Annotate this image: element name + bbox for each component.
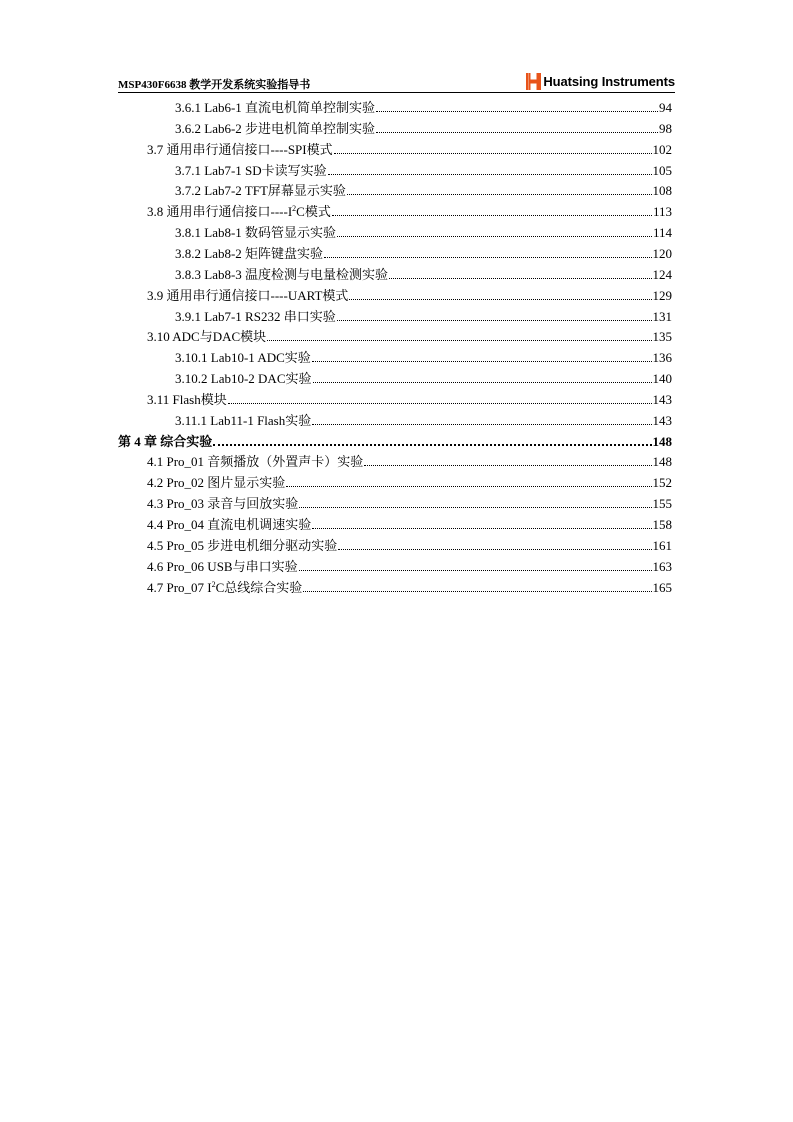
toc-entry[interactable]	[147, 325, 672, 345]
dot-leader	[334, 153, 652, 154]
toc-entry[interactable]	[175, 96, 672, 116]
toc-entry[interactable]	[147, 200, 672, 220]
dot-leader	[376, 132, 658, 133]
page-header	[118, 70, 675, 93]
huatsing-h-logo-icon	[526, 73, 542, 90]
dot-leader	[267, 340, 651, 341]
toc-entry-page-number: 120	[652, 245, 672, 261]
dot-leader	[349, 299, 651, 300]
toc-entry-page-number: 124	[652, 266, 672, 282]
toc-entry-page-number: 136	[652, 350, 672, 366]
toc-entry[interactable]	[175, 346, 672, 366]
toc-entry-label: 4.4 Pro_04 直流电机调速实验	[147, 517, 312, 532]
toc-entry[interactable]	[147, 555, 672, 575]
toc-entry-page-number: 113	[652, 204, 672, 220]
toc-entry-page-number: 114	[652, 225, 672, 241]
toc-entry[interactable]	[147, 492, 672, 512]
toc-entry[interactable]	[147, 576, 672, 596]
dot-leader	[299, 570, 652, 571]
toc-entry-label: 3.8 通用串行通信接口$----I^2C$模式	[147, 204, 331, 220]
toc-entry-page-number: 94	[659, 100, 672, 115]
toc-entry-page-number: 108	[652, 183, 672, 199]
toc-entry-label: 3.9 通用串行通信接口----UART模式	[147, 287, 349, 303]
toc-entry-label: 3.10 ADC与DAC模块	[147, 329, 267, 345]
dot-leader	[332, 215, 652, 216]
toc-entry[interactable]	[147, 471, 672, 491]
toc-entry-label: 3.8.2 Lab8-2 矩阵键盘实验	[175, 245, 324, 261]
toc-entry[interactable]	[175, 117, 672, 137]
toc-entry-page-number: 163	[652, 558, 672, 574]
dot-leader	[324, 257, 651, 258]
toc-entry-label: 4.2 Pro_02 图片显示实验	[147, 475, 286, 491]
dot-leader	[347, 194, 652, 195]
toc-entry[interactable]	[147, 513, 672, 533]
toc-entry[interactable]	[147, 450, 672, 470]
toc-entry-label: 4.7 Pro_07 $I^2C$总线综合实验	[147, 579, 303, 595]
toc-entry-label: 第 4 章 综合实验	[118, 433, 213, 449]
toc-entry[interactable]	[175, 305, 672, 325]
toc-entry-label: 3.11 Flash模块	[147, 391, 227, 407]
toc-entry-label: 4.3 Pro_03 录音与回放实验	[147, 496, 299, 512]
toc-entry-label: 4.1 Pro_01 音频播放（外置声卡）实验	[147, 454, 364, 470]
dot-leader	[328, 174, 652, 175]
dot-leader	[312, 361, 652, 362]
toc-entry-page-number: 158	[652, 517, 672, 532]
dot-leader	[312, 528, 651, 529]
toc-entry-label: 3.7.2 Lab7-2 TFT屏幕显示实验	[175, 183, 346, 199]
dot-leader	[337, 236, 652, 237]
dot-leader	[286, 486, 651, 487]
dot-leader	[228, 403, 652, 404]
toc-entry-label: 3.10.1 Lab10-1 ADC实验	[175, 350, 311, 366]
toc-entry-page-number: 143	[652, 412, 672, 428]
toc-entry[interactable]	[175, 263, 672, 283]
dot-leader	[376, 111, 658, 112]
toc-entry-page-number: 161	[652, 537, 672, 553]
superscript: 2	[292, 204, 297, 214]
toc-entry-page-number: 140	[652, 371, 672, 387]
dot-leader	[364, 465, 651, 466]
dot-leader	[313, 382, 652, 383]
toc-entry-label: 3.11.1 Lab11-1 Flash实验	[175, 412, 312, 428]
toc-entry-label: 4.6 Pro_06 USB与串口实验	[147, 558, 298, 574]
logo-text: Huatsing Instruments	[543, 74, 675, 89]
toc-entry-label: 3.8.3 Lab8-3 温度检测与电量检测实验	[175, 266, 389, 282]
toc-entry[interactable]	[175, 221, 672, 241]
dot-leader	[338, 549, 651, 550]
toc-entry-label: 4.5 Pro_05 步进电机细分驱动实验	[147, 537, 338, 553]
toc-entry-page-number: 148	[652, 454, 672, 470]
dot-leader	[299, 507, 651, 508]
superscript: 2	[211, 579, 216, 589]
toc-entry-label: 3.10.2 Lab10-2 DAC实验	[175, 371, 312, 387]
toc-entry-page-number: 165	[652, 579, 672, 595]
dot-leader	[303, 591, 651, 592]
toc-entry-page-number: 143	[652, 391, 672, 407]
toc-entry[interactable]	[175, 179, 672, 199]
toc-entry[interactable]	[147, 284, 672, 304]
dot-leader	[312, 424, 651, 425]
toc-entry-label: 3.7 通用串行通信接口----SPI模式	[147, 141, 333, 157]
toc-entry-label: 3.8.1 Lab8-1 数码管显示实验	[175, 225, 337, 241]
toc-entry[interactable]	[147, 388, 672, 408]
company-logo	[526, 70, 675, 90]
toc-entry-label: 3.7.1 Lab7-1 SD卡读写实验	[175, 162, 327, 178]
toc-entry-label: 3.9.1 Lab7-1 RS232 串口实验	[175, 308, 336, 324]
dot-leader	[337, 320, 652, 321]
dot-leader	[389, 278, 651, 279]
toc-entry[interactable]	[175, 409, 672, 429]
toc-entry-page-number: 129	[652, 287, 672, 303]
toc-entry-page-number: 135	[652, 329, 672, 345]
toc-entry-page-number: 98	[659, 120, 672, 136]
toc-entry-page-number: 102	[652, 141, 672, 157]
dot-leader	[213, 444, 651, 446]
toc-entry-page-number: 105	[652, 162, 672, 178]
toc-entry-label: 3.6.2 Lab6-2 步进电机简单控制实验	[175, 120, 376, 136]
document-title: MSP430F6638 教学开发系统实验指导书	[118, 79, 311, 91]
toc-entry-label: 3.6.1 Lab6-1 直流电机简单控制实验	[175, 100, 376, 115]
toc-entry[interactable]	[175, 367, 672, 387]
toc-chapter-entry[interactable]	[118, 430, 672, 450]
toc-entry-page-number: 155	[652, 496, 672, 512]
toc-entry[interactable]	[175, 242, 672, 262]
toc-entry[interactable]	[175, 159, 672, 179]
toc-entry[interactable]	[147, 138, 672, 158]
toc-entry-page-number: 152	[652, 475, 672, 491]
toc-entry-page-number: 131	[652, 308, 672, 324]
toc-entry-page-number: 148	[652, 433, 672, 449]
toc-entry[interactable]	[147, 534, 672, 554]
